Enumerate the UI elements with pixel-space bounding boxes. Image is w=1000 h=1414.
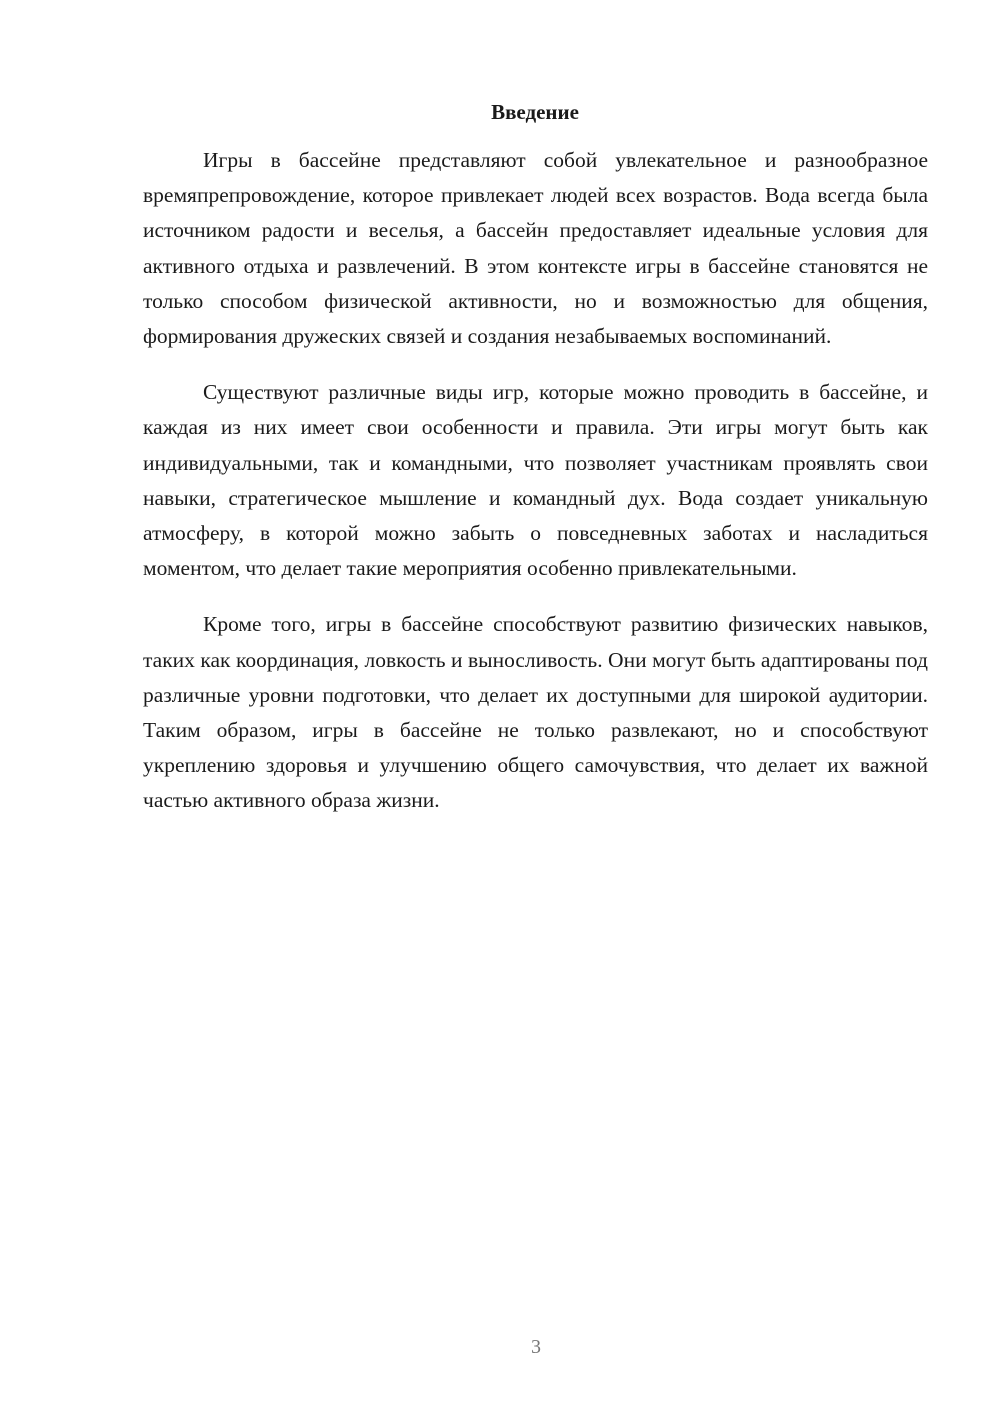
paragraph-2: Существуют различные виды игр, которые можно проводить в бассейне, и каждая из них имеет свои особенности и правила. Эти игры могут быть как индивидуальными, так и командными, что позволяет участникам проявлять свои навыки, стратегическое мышление и командный дух. Вода создает уникальную атмосферу, в которой можно забыть о повседневных заботах и насладиться моментом, что делает такие мероприятия особенно привлекательными.	[143, 380, 928, 581]
page-title: Введение	[491, 100, 579, 124]
paragraph-1: Игры в бассейне представляют собой увлекательное и разнообразное времяпрепровождение, которое привлекает людей всех возрастов. Вода всегда была источником радости и веселья, а бассейн предоставляет идеальные условия для активного отдыха и развлечений. В этом контексте игры в бассейне становятся не только способом физической активности, но и возможностью для общения, формирования дружеских связей и создания незабываемых воспоминаний.	[143, 148, 928, 349]
paragraph-3: Кроме того, игры в бассейне способствуют развитию физических навыков, таких как координация, ловкость и выносливость. Они могут быть адаптированы под различные уровни подготовки, что делает их доступными для широкой аудитории. Таким образом, игры в бассейне не только развлекают, но и способствуют укреплению здоровья и улучшению общего самочувствия, что делает их важной частью активного образа жизни.	[143, 612, 928, 813]
page-number: 3	[531, 1336, 541, 1358]
body-text	[143, 143, 928, 840]
